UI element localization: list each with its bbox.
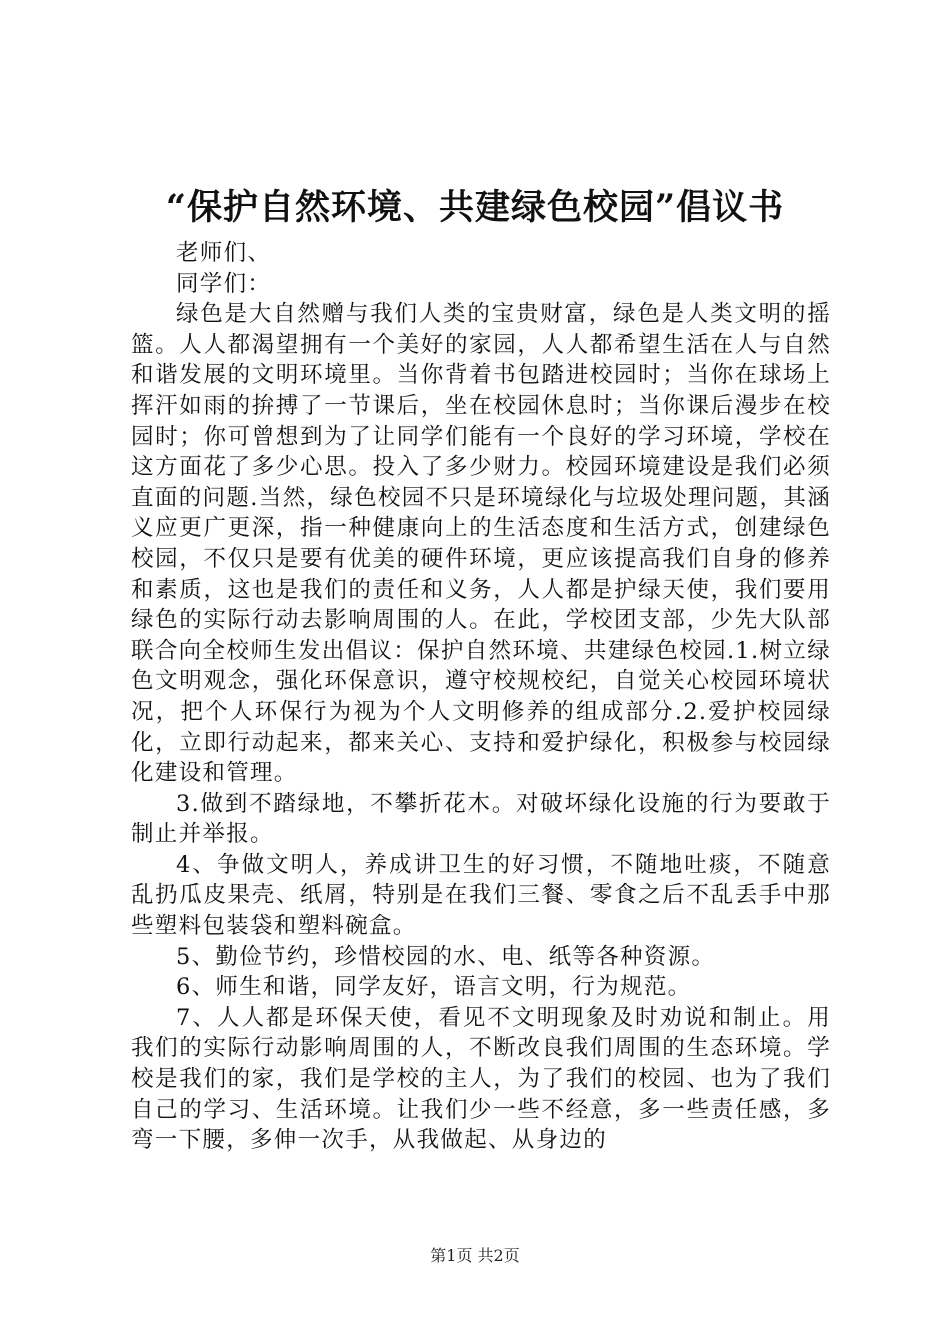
greeting-teachers: 老师们、	[176, 240, 272, 266]
greeting-students: 同学们：	[176, 270, 272, 297]
paragraph-item-4: 4、争做文明人，养成讲卫生的好习惯，不随地吐痰，不随意乱扔瓜皮果壳、纸屑，特别是在我们三餐、零食之后不乱丢手中那些塑料包装袋和塑料碗盒。	[131, 851, 831, 940]
paragraph-intro: 绿色是大自然赠与我们人类的宝贵财富，绿色是人类文明的摇篮。人人都渴望拥有一个美好的家园，人人都希望生活在人与自然和谐发展的文明环境里。当你背着书包踏进校园时；当你在球场上挥汗如雨的拚搏了一节课后，坐在校园休息时；当你课后漫步在校园时；你可曾想到为了让同学们能有一个良好的学习环境，学校在这方面花了多少心思。投入了多少财力。校园环境建设是我们必须直面的问题.当然，绿色校园不只是环境绿化与垃圾处理问题，其涵义应更广更深，指一种健康向上的生活态度和生活方式，创建绿色校园，不仅只是要有优美的硬件环境，更应该提高我们自身的修养和素质，这也是我们的责任和义务，人人都是护绿天使，我们要用绿色的实际行动去影响周围的人。在此，学校团支部，少先大队部联合向全校师生发出倡议：保护自然环境、共建绿色校园.1.树立绿色文明观念，强化环保意识，遵守校规校纪，自觉关心校园环境状况，把个人环保行为视为个人文明修养的组成部分.2.爱护校园绿化，立即行动起来，都来关心、支持和爱护绿化，积极参与校园绿化建设和管理。	[131, 301, 831, 787]
document-title: “保护自然环境、共建绿色校园”倡议书	[165, 187, 785, 228]
page-number-footer: 第1页 共2页	[430, 1246, 520, 1265]
paragraph-item-5: 5、勤俭节约，珍惜校园的水、电、纸等各种资源。	[176, 943, 716, 970]
paragraph-item-3: 3.做到不踏绿地，不攀折花木。对破坏绿化设施的行为要敢于制止并举报。	[131, 790, 831, 848]
document-body	[131, 238, 831, 1156]
paragraph-item-7: 7、人人都是环保天使，看见不文明现象及时劝说和制止。用我们的实际行动影响周围的人，不断改良我们周围的生态环境。学校是我们的家，我们是学校的主人，为了我们的校园、也为了我们自己的学习、生活环境。让我们少一些不经意，多一些责任感，多弯一下腰，多伸一次手，从我做起、从身边的	[131, 1004, 831, 1154]
paragraph-item-6: 6、师生和谐，同学友好，语言文明，行为规范。	[176, 974, 692, 1001]
